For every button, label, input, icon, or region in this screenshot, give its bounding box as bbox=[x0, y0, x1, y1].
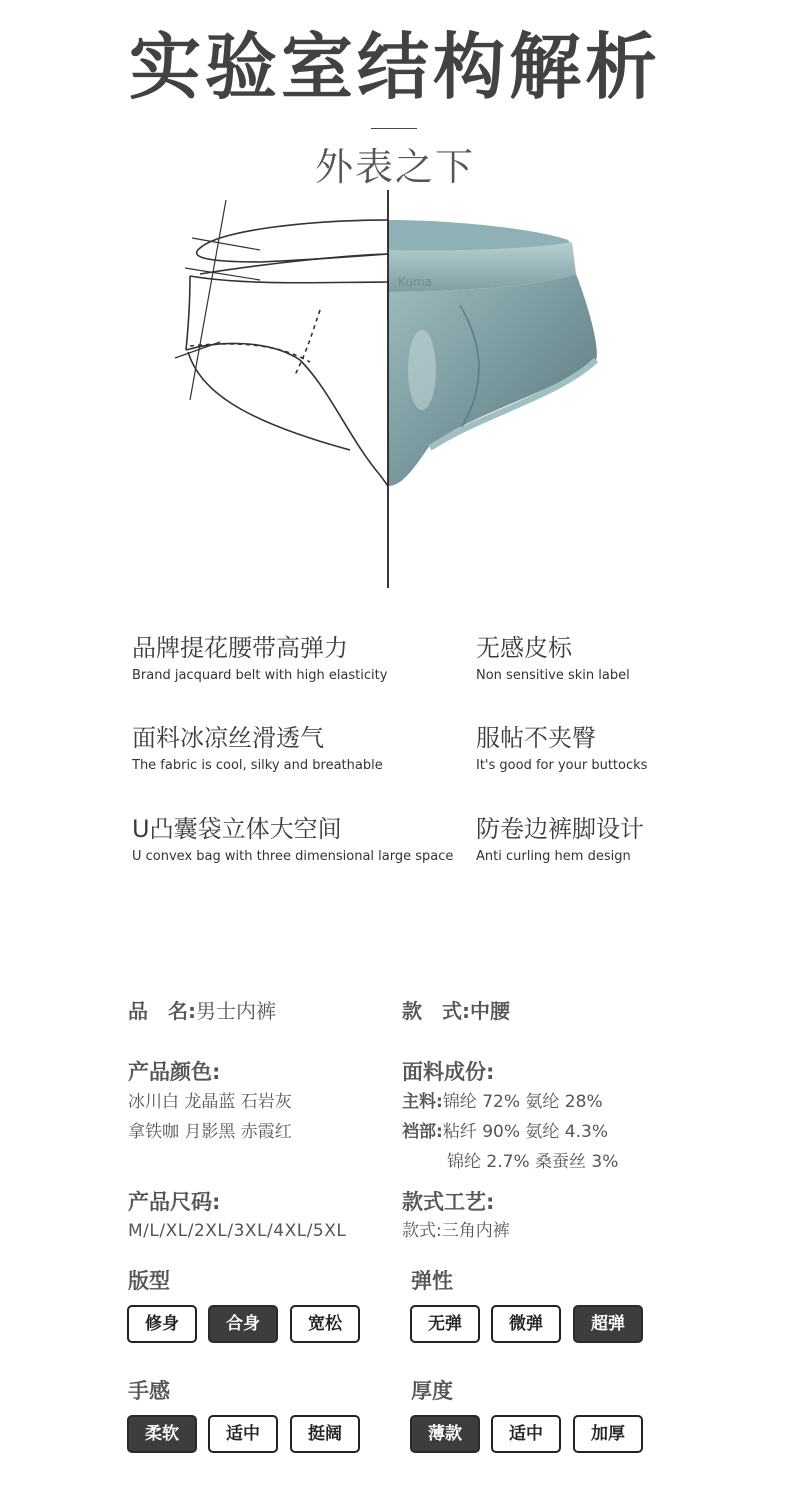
feature-subtitle: The fabric is cool, silky and breathable bbox=[132, 758, 383, 773]
feature-label bbox=[476, 632, 790, 685]
thickness-option-thick[interactable]: 加厚 bbox=[573, 1415, 643, 1453]
spec-value: 中腰 bbox=[470, 999, 510, 1023]
page-subtitle: 外表之下 bbox=[314, 145, 475, 189]
waistband-logo-text: Kuma bbox=[398, 275, 432, 289]
title-divider bbox=[371, 128, 417, 129]
spec-colors-row1: 冰川白 龙晶蓝 石岩灰 bbox=[128, 1092, 292, 1112]
feature-subtitle: Brand jacquard belt with high elasticity bbox=[132, 668, 388, 683]
feature-pouch bbox=[132, 813, 462, 866]
fit-option-slim[interactable]: 修身 bbox=[127, 1305, 197, 1343]
product-render-half bbox=[388, 220, 597, 486]
feature-fit bbox=[476, 722, 790, 775]
feature-subtitle: Non sensitive skin label bbox=[476, 668, 630, 683]
feature-subtitle: Anti curling hem design bbox=[476, 849, 631, 864]
elasticity-label: 弹性 bbox=[411, 1269, 453, 1293]
spec-fabric-crotch-extra: 锦纶 2.7% 桑蚕丝 3% bbox=[447, 1152, 619, 1172]
thickness-option-medium[interactable]: 适中 bbox=[491, 1415, 561, 1453]
spec-label: 主料: bbox=[402, 1092, 443, 1112]
elasticity-option-slight[interactable]: 微弹 bbox=[491, 1305, 561, 1343]
spec-fabric-main bbox=[402, 1087, 603, 1117]
spec-product-name bbox=[128, 995, 276, 1024]
spec-size-heading: 产品尺码: bbox=[128, 1190, 221, 1214]
thickness-label: 厚度 bbox=[411, 1379, 453, 1403]
fit-label: 版型 bbox=[128, 1269, 170, 1293]
thickness-option-thin[interactable]: 薄款 bbox=[410, 1415, 480, 1453]
feature-waistband bbox=[132, 632, 462, 685]
spec-value: 男士内裤 bbox=[196, 999, 276, 1023]
spec-sizes: M/L/XL/2XL/3XL/4XL/5XL bbox=[128, 1221, 347, 1241]
fit-option-regular[interactable]: 合身 bbox=[208, 1305, 278, 1343]
elasticity-option-super[interactable]: 超弹 bbox=[573, 1305, 643, 1343]
feature-subtitle: It's good for your buttocks bbox=[476, 758, 648, 773]
spec-craft-heading: 款式工艺: bbox=[402, 1190, 495, 1214]
feature-subtitle: U convex bag with three dimensional large space bbox=[132, 849, 454, 864]
feature-title: 防卷边裤脚设计 bbox=[476, 815, 644, 843]
spec-value: 锦纶 72% 氨纶 28% bbox=[442, 1092, 603, 1112]
feel-label: 手感 bbox=[128, 1379, 170, 1403]
feature-title: U凸囊袋立体大空间 bbox=[132, 815, 342, 843]
spec-label: 品 名: bbox=[128, 999, 196, 1023]
feature-title: 无感皮标 bbox=[476, 634, 572, 662]
feel-option-soft[interactable]: 柔软 bbox=[127, 1415, 197, 1453]
spec-fabric-heading: 面料成份: bbox=[402, 1060, 495, 1084]
feature-fabric bbox=[132, 722, 462, 775]
feature-title: 面料冰凉丝滑透气 bbox=[132, 724, 324, 752]
feature-title: 品牌提花腰带高弹力 bbox=[132, 634, 348, 662]
feel-option-crisp[interactable]: 挺阔 bbox=[290, 1415, 360, 1453]
spec-color-heading: 产品颜色: bbox=[128, 1060, 221, 1084]
spec-fabric-crotch bbox=[402, 1117, 608, 1147]
fit-option-loose[interactable]: 宽松 bbox=[290, 1305, 360, 1343]
spec-label: 款 式: bbox=[402, 999, 470, 1023]
line-drawing-half bbox=[175, 200, 388, 486]
page-title: 实验室结构解析 bbox=[128, 25, 661, 109]
product-illustration bbox=[160, 190, 630, 590]
spec-style bbox=[402, 995, 510, 1024]
elasticity-option-none[interactable]: 无弹 bbox=[410, 1305, 480, 1343]
spec-craft-value: 款式:三角内裤 bbox=[402, 1221, 510, 1241]
spec-value: 粘纤 90% 氨纶 4.3% bbox=[442, 1122, 608, 1142]
feature-title: 服帖不夹臀 bbox=[476, 724, 596, 752]
feature-hem bbox=[476, 813, 790, 866]
spec-label: 裆部: bbox=[402, 1122, 443, 1142]
spec-colors-row2: 拿铁咖 月影黑 赤霞红 bbox=[128, 1122, 292, 1142]
feel-option-medium[interactable]: 适中 bbox=[208, 1415, 278, 1453]
